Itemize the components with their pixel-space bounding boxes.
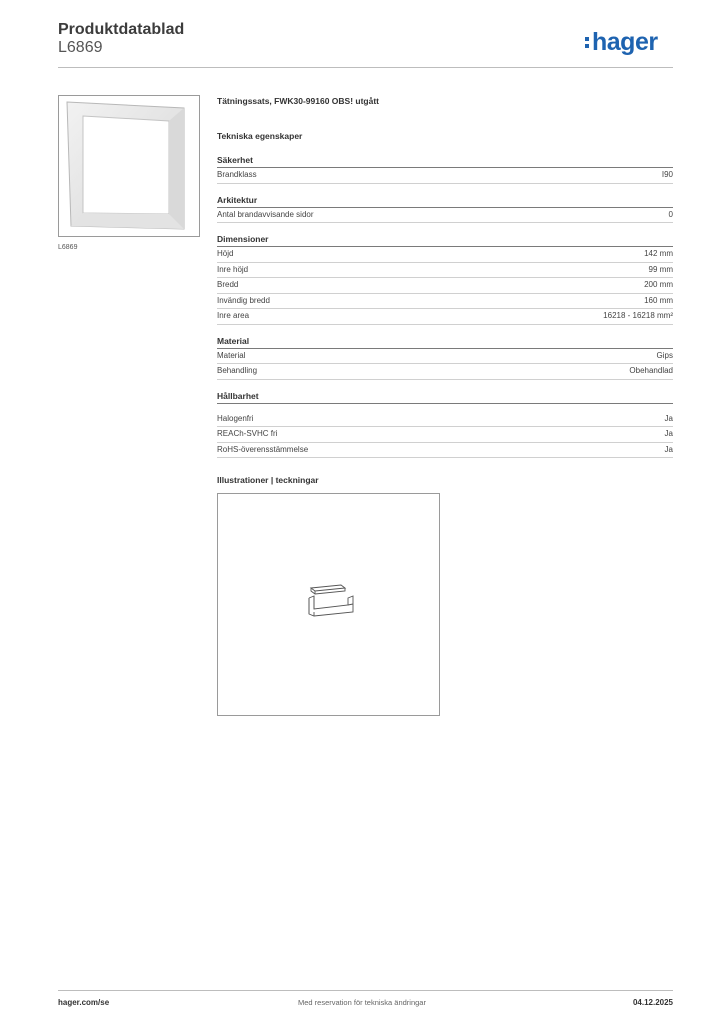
row-value: 142 mm xyxy=(644,249,673,258)
section-dimensions xyxy=(217,234,673,325)
footer-disclaimer: Med reservation för tekniska ändringar xyxy=(298,998,426,1007)
table-row xyxy=(217,294,673,310)
table-row xyxy=(217,349,673,365)
product-photo xyxy=(58,95,200,237)
table-row xyxy=(217,443,673,459)
table-row xyxy=(217,364,673,380)
row-value: Ja xyxy=(664,429,673,438)
row-label: Höjd xyxy=(217,249,234,258)
row-label: Behandling xyxy=(217,366,258,375)
section-title: Dimensioner xyxy=(217,234,673,247)
row-value: 16218 - 16218 mm² xyxy=(603,311,673,320)
footer-date: 04.12.2025 xyxy=(632,998,673,1007)
section-material xyxy=(217,336,673,380)
drawings-heading: Illustrationer | teckningar xyxy=(217,475,319,485)
row-value: Ja xyxy=(664,444,673,454)
section-title: Arkitektur xyxy=(217,195,673,208)
row-label: REACh-SVHC fri xyxy=(217,429,278,438)
table-row xyxy=(217,278,673,294)
table-row xyxy=(217,309,673,325)
section-title: Material xyxy=(217,336,673,349)
row-value: 99 mm xyxy=(648,264,673,274)
product-code: L6869 xyxy=(58,39,103,56)
row-value: Ja xyxy=(664,413,673,423)
row-value: Gips xyxy=(656,350,673,360)
row-value: 160 mm xyxy=(644,295,673,305)
row-label: Halogenfri xyxy=(217,413,254,423)
footer-website-link[interactable]: hager.com/se xyxy=(58,998,110,1007)
row-label: Invändig bredd xyxy=(217,295,270,305)
row-label: RoHS-överensstämmelse xyxy=(217,444,309,454)
table-row xyxy=(217,247,673,263)
row-value: I90 xyxy=(661,170,673,179)
technical-drawing xyxy=(217,493,440,716)
table-row xyxy=(217,427,673,443)
row-label: Bredd xyxy=(217,280,239,289)
sealing-kit-drawing-icon xyxy=(305,584,365,624)
logo-dots-icon xyxy=(585,37,589,51)
table-row xyxy=(217,168,673,184)
section-title: Hållbarhet xyxy=(217,391,673,404)
frame-photo-icon xyxy=(59,96,199,236)
row-value: 200 mm xyxy=(644,280,673,289)
features-heading: Tekniska egenskaper xyxy=(217,131,303,141)
page-title: Produktdatablad xyxy=(58,21,185,38)
section-title: Säkerhet xyxy=(217,155,673,168)
hager-logo[interactable] xyxy=(592,28,658,58)
product-description: Tätningssats, FWK30-99160 OBS! utgått xyxy=(217,96,380,106)
table-row xyxy=(217,412,673,428)
logo-text: hager xyxy=(592,28,658,56)
row-value: 0 xyxy=(668,209,673,219)
row-label: Brandklass xyxy=(217,170,257,179)
row-label: Inre area xyxy=(217,311,250,320)
product-details xyxy=(217,96,673,716)
row-label: Antal brandavvisande sidor xyxy=(217,209,314,219)
footer-divider xyxy=(58,990,673,991)
image-caption: L6869 xyxy=(58,244,78,251)
header-divider xyxy=(58,67,673,68)
row-value: Obehandlad xyxy=(629,366,673,375)
section-security xyxy=(217,155,673,184)
table-row xyxy=(217,263,673,279)
row-label: Material xyxy=(217,350,246,360)
section-architecture xyxy=(217,195,673,224)
table-row xyxy=(217,208,673,224)
row-label: Inre höjd xyxy=(217,264,249,274)
section-sustainability xyxy=(217,391,673,459)
